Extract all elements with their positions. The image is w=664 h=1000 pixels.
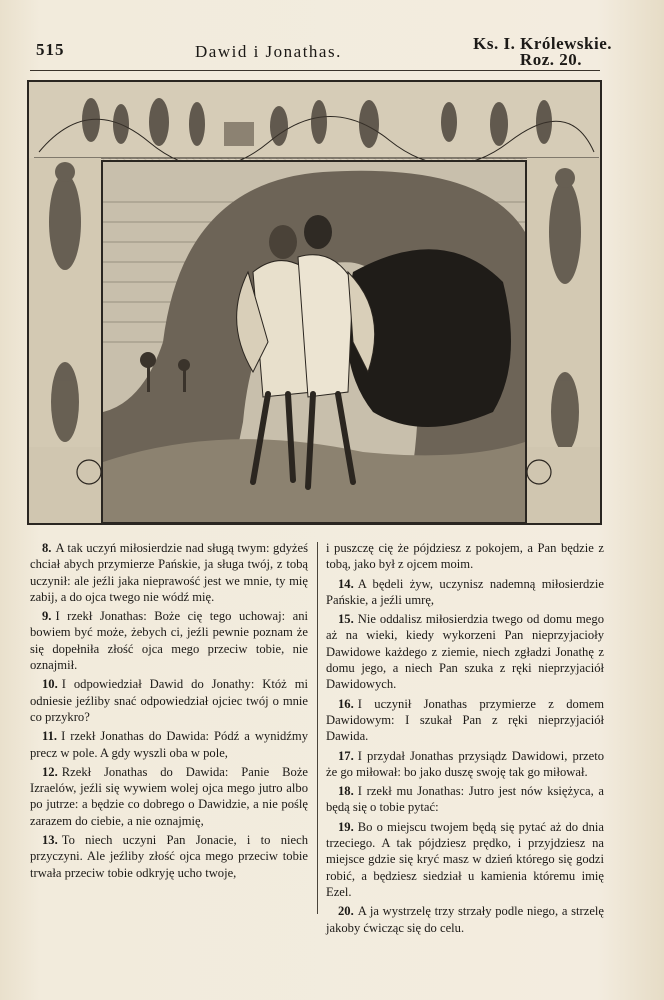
- verse-number: 12.: [42, 764, 58, 779]
- page-header: [30, 34, 612, 69]
- verse-number: 19.: [338, 819, 354, 834]
- book-chapter-title: [473, 36, 612, 68]
- verse-text: I rzekł mu Jonathas: Jutro jest nów księżyca, a będą się o tobie pytać:: [326, 784, 604, 815]
- column-divider: [317, 542, 318, 914]
- page-number: 515: [36, 40, 65, 59]
- verse: [30, 608, 308, 673]
- verse-number: 16.: [338, 696, 354, 711]
- text-columns: [30, 540, 604, 980]
- verse: [326, 540, 604, 573]
- verse: [326, 903, 604, 936]
- verse: [30, 764, 308, 829]
- verse-number: 18.: [338, 784, 354, 799]
- verse-number: 8.: [42, 541, 52, 555]
- verse-text: I rzekł Jonathas do Dawida: Pódź a wynidźmy precz w pole. A gdy wyszli oba w pole,: [30, 729, 308, 760]
- verse-text: Rzekł Jonathas do Dawida: Panie Boże Izraelów, jeźli się wywiem wolej ojca mego jutro albo po jutrze: a będzie co dobrego o Dawidzie, a nie poślę zarazem do ciebie, a nie oznajmię,: [30, 764, 308, 828]
- verse-text: To niech uczyni Pan Jonacie, i to niech przyczyni. Ale jeźliby złość ojca mego przeciw tobie trwała przeciw tobie odkryję ucho twoje,: [30, 833, 308, 880]
- verse-text: Nie oddalisz miłosierdzia twego od domu mego aż na wieki, kiedy wykorzeni Pan nieprzyjacioły Dawidowe każdego z ziemie, niech zgładzi Jonathę z domu jego, a niech Pan szuka z ręki nieprzyjaciół Dawidowych.: [326, 612, 604, 692]
- verse: [30, 676, 308, 725]
- verse-text: I przydał Jonathas przysiądz Dawidowi, przeto że go miłował: bo jako duszę swoję tak go miłował.: [326, 748, 604, 779]
- verse-number: 13.: [42, 833, 58, 848]
- verse: [326, 819, 604, 900]
- scene-art: [103, 162, 525, 522]
- verse: [326, 611, 604, 692]
- verse: [30, 832, 308, 881]
- verse-number: 20.: [338, 904, 354, 919]
- right-column: [326, 540, 604, 939]
- verse-number: 11.: [42, 729, 58, 744]
- verse-number: 17.: [338, 748, 354, 763]
- verse: [326, 783, 604, 816]
- verse: [30, 728, 308, 761]
- verse: [326, 576, 604, 609]
- engraving-illustration: [27, 80, 602, 525]
- verse-text: I odpowiedział Dawid do Jonathy: Któż mi odniesie jeźliby snać odpowiedział ojciec twój o mnie co przykro?: [30, 677, 308, 724]
- verse-text: Bo o miejscu twojem będą się pytać aż do dnia trzeciego. A tak pójdziesz prędko, i przyjdziesz na miejsce gdzie się kryć masz w dzień którego się godzi robić, a będziesz siedział u kamienia któremu imię Ezel.: [326, 819, 604, 899]
- left-column: [30, 540, 308, 884]
- verse: [30, 540, 308, 605]
- verse-text: A ja wystrzelę trzy strzały podle niego, a strzelę jakoby ćwicząc się do celu.: [326, 904, 604, 935]
- verse: [326, 696, 604, 745]
- verse-number: 9.: [42, 609, 52, 624]
- verse-number: 15.: [338, 612, 354, 627]
- verse-text: i puszczę cię że pójdziesz z pokojem, a Pan będzie z tobą, jako był z ojcem moim.: [326, 541, 604, 572]
- verse-number: 10.: [42, 677, 58, 692]
- verse-text: I rzekł Jonathas: Boże cię tego uchowaj: ani bowiem być może, żebych ci, jeźli pewnie poznam że się dopełniła złość ojca mego przeciw tobie, nie oznajmił.: [30, 609, 308, 673]
- verse: [326, 748, 604, 781]
- header-rule: [30, 70, 600, 71]
- verse-text: I uczynił Jonathas przymierze z domem Dawidowym: I szukał Pan z ręki nieprzyjaciół Dawida.: [326, 696, 604, 744]
- central-scene: [101, 160, 527, 524]
- verse-number: 14.: [338, 576, 354, 591]
- verse-text: A tak uczyń miłosierdzie nad sługą twym: gdyżeś chciał abych przymierze Pańskie, ja sługa twój, z tobą uczynił: ale jeźli jaka nieprawość jest we mnie, ty mię zabij, a do ojca twego nie wódź mię.: [30, 541, 308, 604]
- book-title-line2: Roz. 20.: [519, 50, 582, 69]
- verse-text: A będeli żyw, uczynisz nademną miłosierdzie Pańskie, a jeźli umrę,: [326, 576, 604, 607]
- running-title: Dawid i Jonathas.: [195, 42, 342, 61]
- book-title-line1: Ks. I. Królewskie.: [473, 34, 612, 53]
